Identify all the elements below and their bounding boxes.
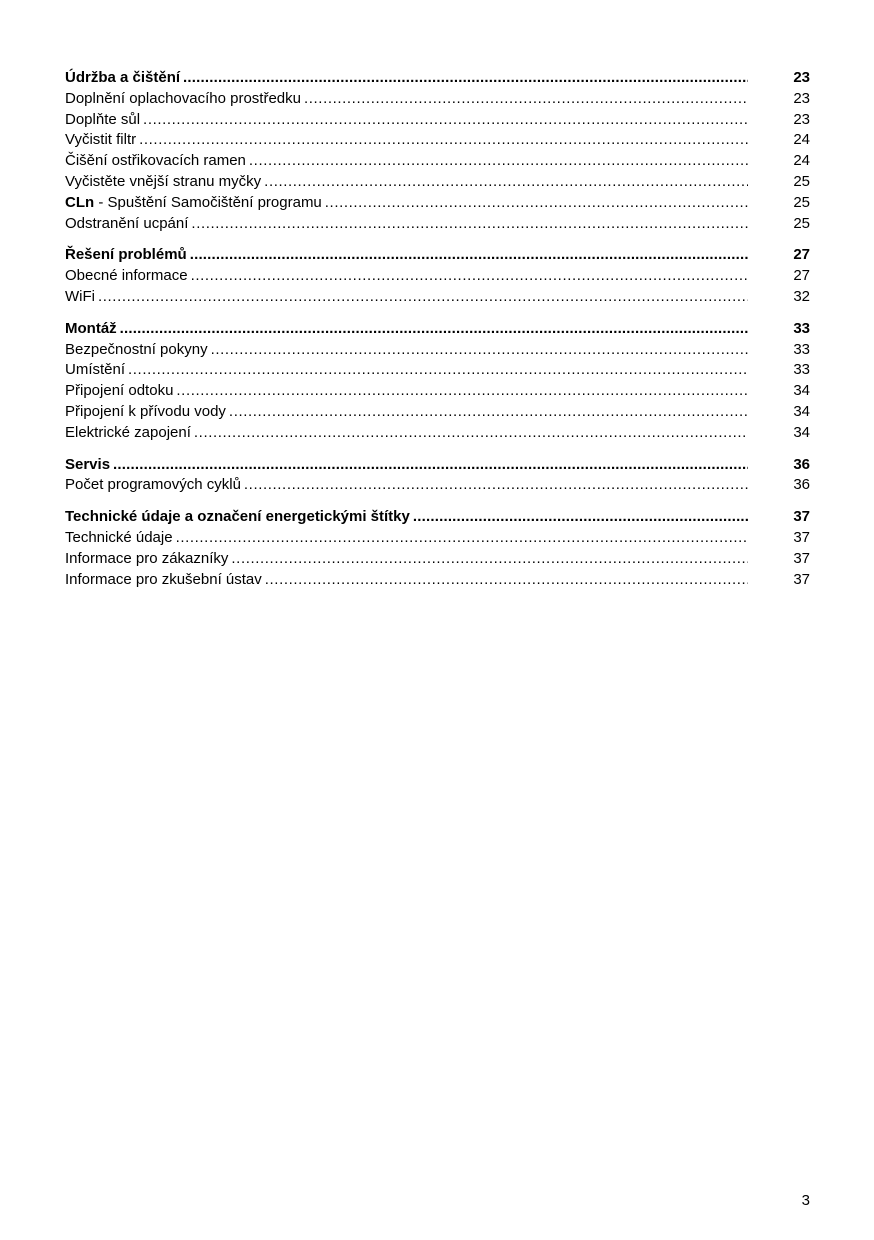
toc-entry-label — [65, 381, 176, 402]
toc-entry-text: Odstranění ucpání — [65, 214, 189, 232]
toc-section — [65, 455, 810, 497]
toc-section — [65, 507, 810, 590]
toc-entry-label — [65, 151, 249, 172]
toc-page-number: 34 — [793, 423, 810, 441]
toc-leader-dots — [249, 151, 748, 172]
toc-entry[interactable] — [65, 193, 810, 214]
toc-entry-code: CLn — [65, 193, 95, 211]
toc-entry-text: Elektrické zapojení — [65, 423, 191, 441]
toc-page-number: 37 — [793, 508, 810, 526]
toc-leader-dots — [211, 340, 748, 361]
toc-entry-label — [65, 423, 194, 444]
toc-entry[interactable] — [65, 287, 810, 308]
toc-heading-label: Technické údaje a označení energetickými štítky — [65, 508, 410, 526]
toc-section — [65, 245, 810, 307]
toc-heading-label: Servis — [65, 455, 111, 473]
toc-entry[interactable] — [65, 340, 810, 361]
toc-leader-dots — [120, 319, 748, 340]
toc-leader-dots — [191, 266, 748, 287]
toc-entry[interactable] — [65, 423, 810, 444]
toc-entry[interactable] — [65, 266, 810, 287]
toc-leader-dots — [98, 287, 748, 308]
toc-page-number: 37 — [793, 570, 810, 588]
toc-section-heading[interactable] — [65, 507, 810, 528]
toc-entry-text: - Spuštění Samočištění programu — [94, 193, 322, 211]
toc-page-number: 34 — [793, 382, 810, 400]
toc-entry[interactable] — [65, 89, 810, 110]
toc-entry[interactable] — [65, 214, 810, 235]
toc-leader-dots — [191, 214, 748, 235]
toc-page-number: 36 — [793, 455, 810, 473]
toc-heading-label: Řešení problémů — [65, 246, 187, 264]
toc-leader-dots — [264, 172, 748, 193]
toc-entry-label — [65, 528, 176, 549]
toc-entry-text: Doplňte sůl — [65, 110, 141, 128]
toc-entry-text: Obecné informace — [65, 267, 188, 285]
table-of-contents — [65, 68, 810, 601]
toc-entry-text: Připojení k přívodu vody — [65, 402, 226, 420]
toc-entry-text: Informace pro zákazníky — [65, 549, 229, 567]
toc-entry-text: Vyčistěte vnější stranu myčky — [65, 172, 262, 190]
toc-page-number: 34 — [793, 402, 810, 420]
toc-entry[interactable] — [65, 110, 810, 131]
toc-entry-label — [65, 130, 139, 151]
toc-page-number: 32 — [793, 287, 810, 305]
toc-leader-dots — [190, 245, 748, 266]
toc-page-number: 25 — [793, 193, 810, 211]
toc-page-number: 33 — [793, 340, 810, 358]
toc-section-heading[interactable] — [65, 68, 810, 89]
toc-entry-label — [65, 402, 229, 423]
toc-page-number: 23 — [793, 89, 810, 107]
toc-entry[interactable] — [65, 130, 810, 151]
toc-entry-label — [65, 340, 211, 361]
toc-entry[interactable] — [65, 402, 810, 423]
page-number: 3 — [801, 1192, 810, 1209]
toc-entry-text: Umístění — [65, 361, 126, 379]
toc-page-number: 25 — [793, 214, 810, 232]
toc-section — [65, 319, 810, 444]
toc-entry-text: Informace pro zkušební ústav — [65, 570, 262, 588]
toc-page-number: 27 — [793, 267, 810, 285]
toc-entry-text: Vyčistit filtr — [65, 131, 137, 149]
toc-page-number: 24 — [793, 131, 810, 149]
toc-entry-text: Připojení odtoku — [65, 382, 174, 400]
toc-page-number: 33 — [793, 361, 810, 379]
toc-entry[interactable] — [65, 570, 810, 591]
toc-section — [65, 68, 810, 234]
toc-leader-dots — [304, 89, 748, 110]
toc-page-number: 33 — [793, 319, 810, 337]
toc-entry-text: Doplnění oplachovacího prostředku — [65, 89, 301, 107]
toc-entry-label — [65, 193, 325, 214]
toc-entry-label — [65, 89, 304, 110]
toc-page-number: 37 — [793, 549, 810, 567]
toc-entry-label — [65, 214, 191, 235]
toc-leader-dots — [128, 360, 748, 381]
toc-entry[interactable] — [65, 172, 810, 193]
toc-page-number: 23 — [793, 69, 810, 86]
toc-entry[interactable] — [65, 151, 810, 172]
toc-entry-text: Počet programových cyklů — [65, 476, 241, 494]
toc-entry[interactable] — [65, 549, 810, 570]
toc-entry-text: Bezpečnostní pokyny — [65, 340, 208, 358]
toc-entry[interactable] — [65, 475, 810, 496]
toc-leader-dots — [265, 570, 748, 591]
toc-page-number: 36 — [793, 476, 810, 494]
toc-leader-dots — [194, 423, 748, 444]
toc-entry-text: WiFi — [65, 287, 95, 305]
toc-section-heading[interactable] — [65, 245, 810, 266]
toc-section-heading[interactable] — [65, 319, 810, 340]
toc-entry-label — [65, 172, 264, 193]
toc-leader-dots — [113, 455, 748, 476]
toc-entry-label — [65, 266, 191, 287]
toc-page-number: 27 — [793, 246, 810, 264]
toc-leader-dots — [143, 110, 748, 131]
toc-leader-dots — [176, 381, 748, 402]
toc-entry-text: Technické údaje — [65, 528, 173, 546]
toc-entry-label — [65, 570, 265, 591]
toc-leader-dots — [231, 549, 748, 570]
toc-section-heading[interactable] — [65, 455, 810, 476]
toc-entry-label — [65, 287, 98, 308]
toc-entry-text: Čišění ostřikovacích ramen — [65, 152, 246, 170]
toc-heading-label: Údržba a čištění — [65, 69, 181, 86]
toc-heading-label: Montáž — [65, 319, 117, 337]
toc-leader-dots — [229, 402, 748, 423]
toc-leader-dots — [325, 193, 748, 214]
toc-page-number: 24 — [793, 152, 810, 170]
toc-entry[interactable] — [65, 360, 810, 381]
toc-entry-label — [65, 549, 231, 570]
toc-page-number: 25 — [793, 172, 810, 190]
toc-page-number: 37 — [793, 528, 810, 546]
toc-page-number: 23 — [793, 110, 810, 128]
toc-leader-dots — [413, 507, 748, 528]
toc-entry-label — [65, 110, 143, 131]
toc-leader-dots — [244, 475, 748, 496]
toc-leader-dots — [183, 68, 748, 89]
toc-entry[interactable] — [65, 381, 810, 402]
toc-entry-label — [65, 475, 244, 496]
toc-leader-dots — [176, 528, 748, 549]
toc-entry[interactable] — [65, 528, 810, 549]
toc-leader-dots — [139, 130, 748, 151]
toc-entry-label — [65, 360, 128, 381]
